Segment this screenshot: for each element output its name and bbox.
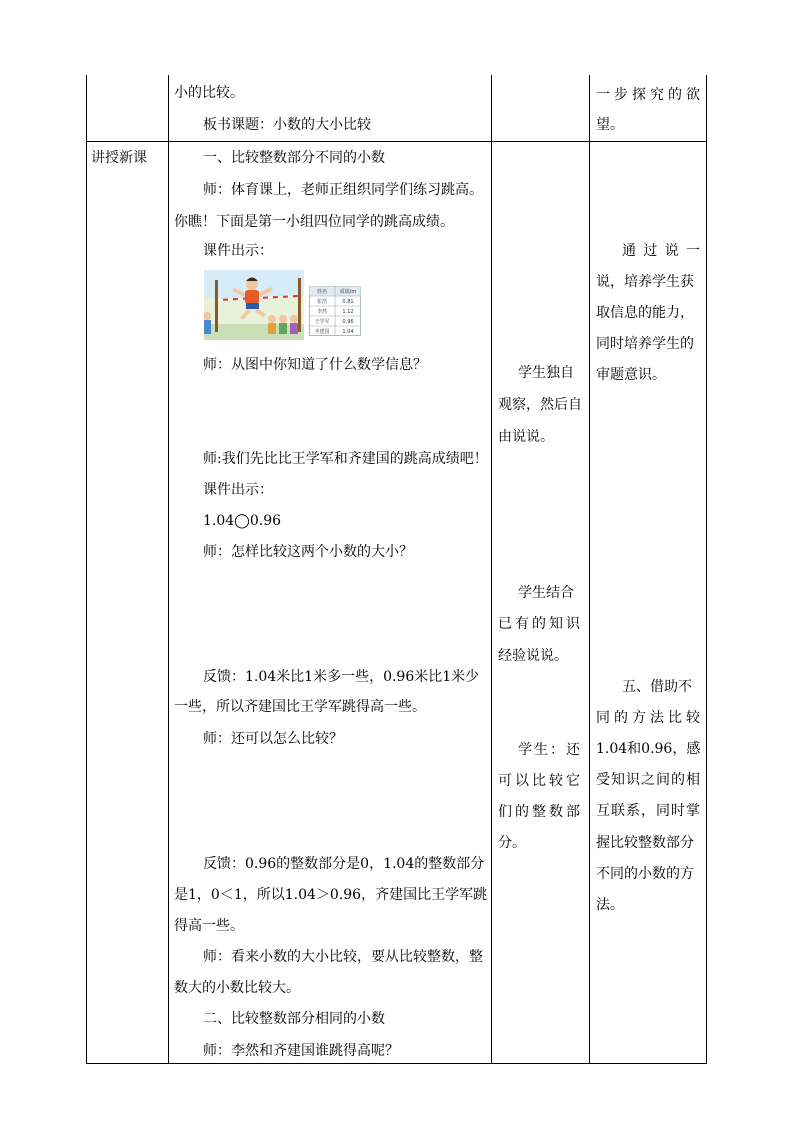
design-intent-line: 受知识之间的相	[596, 772, 700, 788]
feedback-line: 反馈：1.04米比1米多一些，0.96米比1米少	[203, 669, 480, 685]
comparison-expression: 1.04◯0.96	[203, 513, 282, 529]
design-intent-line: 通过说一	[622, 243, 700, 259]
design-intent-line: 法。	[596, 897, 624, 913]
high-jump-score-table	[309, 286, 361, 336]
student-activity-line: 可以比较它	[498, 773, 580, 789]
score-header-value: 成绩/m	[339, 289, 357, 295]
student-activity-line: 们的整数部	[498, 804, 580, 820]
score-cell: 王学军	[314, 319, 330, 325]
column-border-right	[706, 75, 707, 1064]
section-heading: 二、比较整数部分相同的小数	[203, 1011, 385, 1027]
design-intent-line: 五、借助不	[622, 679, 692, 695]
design-intent-line: 同的方法比较	[596, 710, 700, 726]
score-cell: 0.96	[342, 319, 354, 325]
teacher-line: 师：李然和齐建国谁跳得高呢？	[203, 1043, 399, 1059]
design-intent-line: 同时培养学生的	[596, 336, 694, 352]
feedback-line: 是1，0＜1，所以1.04＞0.96，齐建国比王学军跳	[174, 887, 488, 903]
feedback-line: 反馈：0.96的整数部分是0，1.04的整数部分	[203, 856, 485, 872]
section-heading: 一、比较整数部分不同的小数	[203, 150, 385, 166]
teacher-line: 师:我们先比比王学军和齐建国的跳高成绩吧！	[203, 451, 488, 467]
student-activity-line: 观察，然后自	[498, 397, 582, 413]
student-activity-line: 学生独自	[518, 365, 574, 381]
student-activity-line: 学生结合	[518, 585, 574, 601]
teacher-line: 师：还可以怎么比较？	[203, 731, 343, 747]
teacher-line: 师：体育课上，老师正组织同学们练习跳高。	[203, 182, 483, 198]
lesson-text-line: 板书课题：小数的大小比较	[203, 117, 371, 133]
score-cell: 张浩	[316, 299, 328, 305]
design-intent-line: 1.04和0.96，感	[596, 741, 701, 757]
teacher-line: 师：看来小数的大小比较，要从比较整数，整	[203, 949, 483, 965]
score-cell: 1.04	[342, 329, 354, 335]
table-bottom-border	[86, 1063, 707, 1064]
teacher-line: 数大的小数比较大。	[174, 980, 300, 996]
courseware-label: 课件出示：	[203, 243, 273, 259]
score-cell: 0.81	[342, 299, 354, 305]
high-jump-illustration	[204, 270, 304, 340]
column-border-3	[589, 75, 590, 1064]
row-divider	[86, 141, 707, 142]
design-intent-line: 审题意识。	[596, 367, 666, 383]
student-activity-line: 分。	[498, 835, 526, 851]
student-activity-line: 学生：还	[518, 742, 580, 758]
lesson-text-line: 小的比较。	[174, 85, 244, 101]
column-border-left	[86, 75, 87, 1064]
feedback-line: 得高一些。	[174, 918, 244, 934]
design-intent-line: 互联系，同时掌	[596, 803, 700, 819]
design-intent-line: 说，培养学生获	[596, 274, 694, 290]
design-intent-line: 一步探究的欲	[596, 87, 700, 103]
student-activity-line: 已有的知识	[498, 616, 580, 632]
courseware-label: 课件出示：	[203, 482, 273, 498]
score-header-name: 姓名	[316, 289, 328, 295]
teacher-line: 师：怎样比较这两个小数的大小？	[203, 544, 413, 560]
score-cell: 齐建国	[314, 329, 330, 335]
student-activity-line: 经验说说。	[498, 648, 568, 664]
design-intent-line: 望。	[596, 117, 624, 133]
column-border-1	[168, 75, 169, 1064]
high-jump-scene-icon	[204, 270, 304, 340]
score-cell: 1.12	[342, 309, 354, 315]
design-intent-line: 握比较整数部分	[596, 835, 694, 851]
design-intent-line: 不同的小数的方	[596, 866, 694, 882]
feedback-line: 一些，所以齐建国比王学军跳得高一些。	[174, 699, 426, 715]
score-cell: 李然	[316, 309, 328, 315]
section-label: 讲授新课	[91, 150, 147, 166]
student-activity-line: 由说说。	[498, 429, 554, 445]
teacher-line: 师：从图中你知道了什么数学信息？	[203, 357, 427, 373]
teacher-line: 你瞧！下面是第一小组四位同学的跳高成绩。	[174, 214, 454, 230]
column-border-2	[491, 75, 492, 1064]
design-intent-line: 取信息的能力，	[596, 305, 694, 321]
